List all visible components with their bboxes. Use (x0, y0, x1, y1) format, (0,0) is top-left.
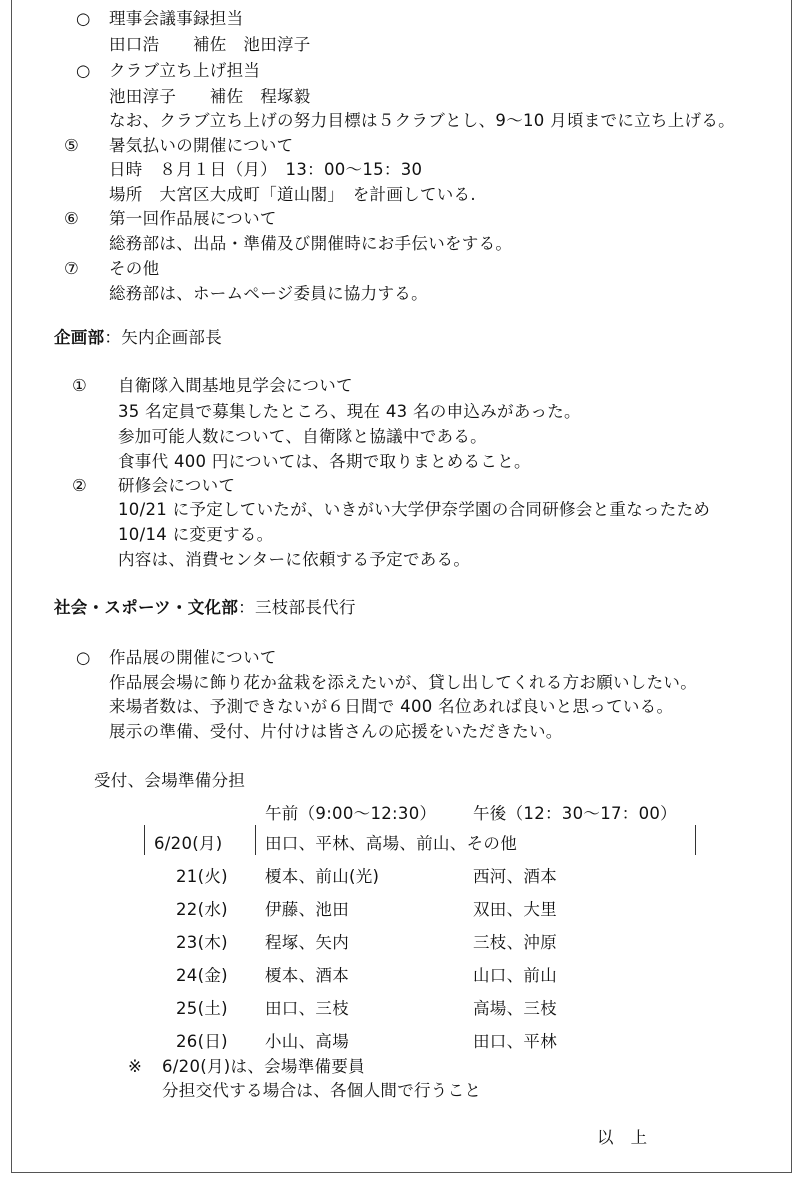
table-left-border (144, 825, 145, 855)
schedule-date: 26(日) (176, 1032, 228, 1051)
item-mark: ① (72, 376, 88, 395)
item-mark: ② (72, 476, 88, 495)
section-heading: 社会・スポーツ・文化部 (54, 598, 239, 617)
schedule-pm: 田口、平林 (473, 1032, 557, 1051)
schedule-date: 24(金) (176, 966, 228, 985)
schedule-am: 榎本、酒本 (265, 966, 349, 985)
item-line: 田口浩 補佐 池田淳子 (109, 35, 311, 54)
table-right-border (695, 825, 696, 855)
item-mark: ⑦ (64, 259, 80, 278)
schedule-am: 伊藤、池田 (265, 900, 349, 919)
note-line: 分担交代する場合は、各個人間で行うこと (162, 1081, 482, 1100)
item-title: 理事会議事録担当 (109, 9, 244, 28)
schedule-pm: 双田、大里 (473, 900, 557, 919)
schedule-staff: 田口、平林、高場、前山、その他 (265, 834, 517, 853)
item-line: 内容は、消費センターに依頼する予定である。 (118, 550, 471, 569)
item-line: 35 名定員で募集したところ、現在 43 名の申込みがあった。 (118, 402, 581, 421)
item-title: 自衛隊入間基地見学会について (118, 376, 353, 395)
item-title: クラブ立ち上げ担当 (109, 61, 261, 80)
schedule-header-am: 午前（9:00～12:30） (265, 804, 437, 823)
section-heading-kikaku (54, 327, 222, 349)
schedule-pm: 高場、三枝 (473, 999, 557, 1018)
item-line: 作品展会場に飾り花か盆栽を添えたいが、貸し出してくれる方お願いしたい。 (109, 673, 697, 692)
item-line: 池田淳子 補佐 程塚毅 (109, 87, 311, 106)
item-mark: ○ (76, 648, 91, 667)
schedule-pm: 三枝、沖原 (473, 933, 557, 952)
schedule-title: 受付、会場準備分担 (94, 771, 246, 790)
item-title: 研修会について (118, 476, 236, 495)
schedule-pm: 西河、酒本 (473, 867, 557, 886)
item-line: 10/21 に予定していたが、いきがい大学伊奈学園の合同研修会と重なったため (118, 500, 711, 519)
section-heading: 企画部 (54, 328, 105, 347)
closing-text: 以 上 (597, 1128, 648, 1147)
schedule-date: 21(火) (176, 867, 228, 886)
item-line: 食事代 400 円については、各期で取りまとめること。 (118, 452, 531, 471)
section-speaker: ：矢内企画部長 (104, 328, 223, 347)
item-mark: ○ (76, 61, 91, 80)
item-title: 暑気払いの開催について (109, 136, 294, 155)
item-title: その他 (109, 259, 160, 278)
schedule-am: 小山、高場 (265, 1032, 349, 1051)
item-mark: ⑤ (64, 136, 80, 155)
item-line: 10/14 に変更する。 (118, 525, 274, 544)
item-title: 作品展の開催について (109, 648, 277, 667)
schedule-date: 25(土) (176, 999, 228, 1018)
schedule-am: 程塚、矢内 (265, 933, 349, 952)
item-line: 日時 ８月１日（月） 13：00～15：30 (109, 160, 423, 179)
note-line: 6/20(月)は、会場準備要員 (162, 1057, 365, 1076)
note-mark: ※ (128, 1057, 143, 1076)
item-line: 場所 大宮区大成町「道山閣」 を計画している. (109, 185, 476, 204)
schedule-pm: 山口、前山 (473, 966, 557, 985)
schedule-am: 榎本、前山(光) (265, 867, 380, 886)
schedule-date: 6/20(月) (154, 834, 223, 853)
item-line: 展示の準備、受付、片付けは皆さんの応援をいただきたい。 (109, 722, 563, 741)
schedule-header-pm: 午後（12：30～17：00） (473, 804, 677, 823)
section-speaker: ：三枝部長代行 (238, 598, 356, 617)
item-line: 総務部は、ホームページ委員に協力する。 (109, 284, 428, 303)
item-line: なお、クラブ立ち上げの努力目標は５クラブとし、9～10 月頃までに立ち上げる。 (109, 111, 735, 130)
item-mark: ○ (76, 9, 91, 28)
schedule-am: 田口、三枝 (265, 999, 349, 1018)
item-line: 総務部は、出品・準備及び開催時にお手伝いをする。 (109, 234, 513, 253)
schedule-date: 22(水) (176, 900, 228, 919)
section-heading-shakai (54, 597, 356, 619)
item-line: 参加可能人数について、自衛隊と協議中である。 (118, 427, 487, 446)
item-line: 来場者数は、予測できないが６日間で 400 名位あれば良いと思っている。 (109, 697, 674, 716)
item-title: 第一回作品展について (109, 209, 277, 228)
schedule-date: 23(木) (176, 933, 228, 952)
table-divider (255, 825, 256, 855)
item-mark: ⑥ (64, 209, 80, 228)
